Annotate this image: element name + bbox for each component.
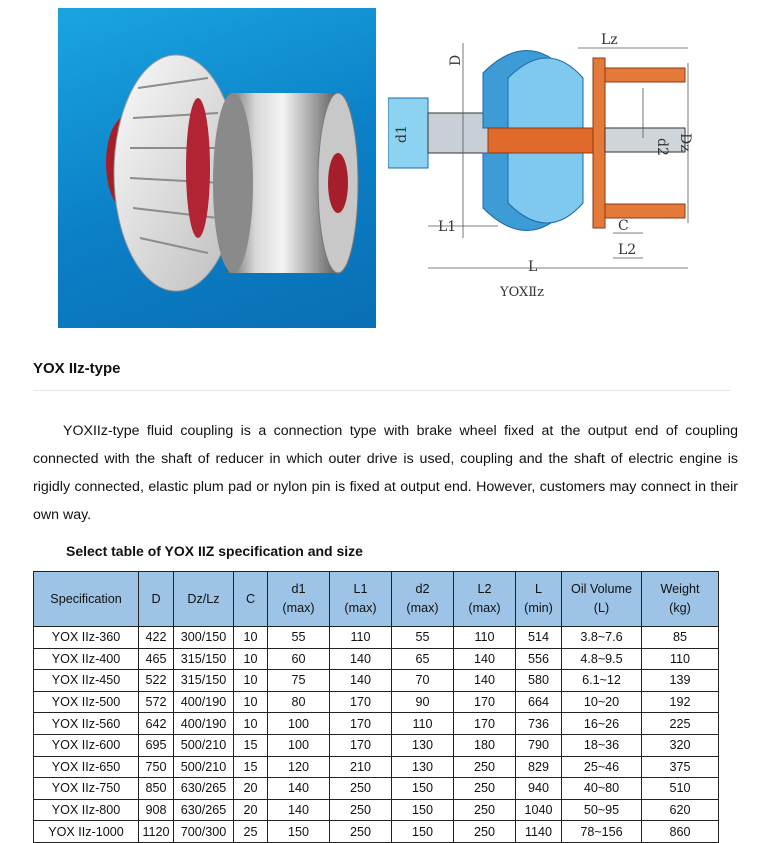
table-cell: 850 xyxy=(139,778,174,800)
column-header xyxy=(139,572,174,627)
table-cell: 572 xyxy=(139,691,174,713)
column-header-label: D xyxy=(151,591,161,606)
column-header-unit: (max) xyxy=(406,601,439,615)
column-header xyxy=(174,572,234,627)
table-cell: 140 xyxy=(268,778,330,800)
product-photo xyxy=(58,8,376,328)
label-l2: L2 xyxy=(618,242,637,258)
table-cell: 110 xyxy=(330,627,392,649)
column-header xyxy=(562,572,642,627)
table-row xyxy=(34,627,719,649)
table-cell: 514 xyxy=(516,627,562,649)
table-cell: 250 xyxy=(454,778,516,800)
table-cell: YOX IIz-360 xyxy=(34,627,139,649)
label-d1: d1 xyxy=(394,125,410,143)
table-cell: 170 xyxy=(330,691,392,713)
table-cell: 10~20 xyxy=(562,691,642,713)
column-header-unit: (min) xyxy=(524,601,553,615)
table-cell: 170 xyxy=(454,691,516,713)
table-cell: 736 xyxy=(516,713,562,735)
table-cell: 510 xyxy=(642,778,719,800)
table-cell: 150 xyxy=(392,778,454,800)
table-cell: 180 xyxy=(454,734,516,756)
table-cell: 250 xyxy=(454,821,516,843)
table-cell: 1040 xyxy=(516,799,562,821)
table-cell: 25~46 xyxy=(562,756,642,778)
table-cell: 75 xyxy=(268,670,330,692)
brake-wheel-hub xyxy=(593,58,605,228)
column-header-label: L xyxy=(534,582,542,596)
column-header-label: Oil Volume xyxy=(571,582,632,596)
column-header-label: Dz/Lz xyxy=(187,591,220,606)
column-header xyxy=(34,572,139,627)
table-cell: 620 xyxy=(642,799,719,821)
table-cell: 225 xyxy=(642,713,719,735)
column-header-unit: (max) xyxy=(344,601,377,615)
table-cell: 150 xyxy=(392,821,454,843)
turbine-lower xyxy=(508,153,583,223)
table-cell: 140 xyxy=(454,648,516,670)
table-cell: 315/150 xyxy=(174,670,234,692)
table-cell: 400/190 xyxy=(174,713,234,735)
column-header-unit: (L) xyxy=(593,601,610,615)
table-cell: 400/190 xyxy=(174,691,234,713)
table-cell: 120 xyxy=(268,756,330,778)
output-shaft xyxy=(605,128,685,152)
table-cell: 78~156 xyxy=(562,821,642,843)
table-row xyxy=(34,648,719,670)
column-header xyxy=(516,572,562,627)
column-header-unit: (max) xyxy=(468,601,501,615)
label-dz: Dz xyxy=(677,133,693,152)
table-cell: 40~80 xyxy=(562,778,642,800)
table-cell: YOX IIz-750 xyxy=(34,778,139,800)
table-cell: 110 xyxy=(454,627,516,649)
table-cell: 140 xyxy=(330,670,392,692)
table-cell: 140 xyxy=(454,670,516,692)
table-cell: YOX IIz-450 xyxy=(34,670,139,692)
section-heading: YOX IIz-type xyxy=(33,360,121,377)
table-cell: 170 xyxy=(454,713,516,735)
inner-shaft xyxy=(488,128,598,153)
table-row xyxy=(34,691,719,713)
table-cell: 315/150 xyxy=(174,648,234,670)
table-cell: 80 xyxy=(268,691,330,713)
table-cell: 60 xyxy=(268,648,330,670)
table-cell: 250 xyxy=(330,821,392,843)
table-cell: 465 xyxy=(139,648,174,670)
table-cell: 630/265 xyxy=(174,778,234,800)
table-cell: 55 xyxy=(268,627,330,649)
table-cell: 250 xyxy=(454,799,516,821)
table-cell: 10 xyxy=(234,648,268,670)
table-cell: 642 xyxy=(139,713,174,735)
table-cell: 18~36 xyxy=(562,734,642,756)
column-header-label: C xyxy=(245,591,256,606)
description-paragraph: YOXIIz-type fluid coupling is a connection type with brake wheel fixed at the output end of coupling connected with the shaft of reducer in which outer drive is used, coupling and the shaft of electric engine is rigidly connected, elastic plum pad or nylon pin is fixed at output end. However, customers may connect in their own way. xyxy=(33,423,738,523)
coupling-photo-illustration xyxy=(58,8,376,328)
column-header-unit: (kg) xyxy=(669,601,691,615)
column-header-label: Specification xyxy=(50,591,122,606)
label-lz: Lz xyxy=(601,32,618,48)
table-cell: 250 xyxy=(454,756,516,778)
table-cell: 50~95 xyxy=(562,799,642,821)
column-header xyxy=(268,572,330,627)
table-cell: 20 xyxy=(234,778,268,800)
column-header xyxy=(330,572,392,627)
table-cell: 422 xyxy=(139,627,174,649)
table-row xyxy=(34,713,719,735)
table-cell: 130 xyxy=(392,756,454,778)
cross-section-diagram xyxy=(388,18,718,308)
table-cell: YOX IIz-650 xyxy=(34,756,139,778)
turbine-upper xyxy=(508,58,583,128)
table-title: Select table of YOX IIZ specification and size xyxy=(66,543,363,559)
table-cell: 500/210 xyxy=(174,756,234,778)
figure-caption: YOXⅡz xyxy=(500,285,544,300)
table-cell: 10 xyxy=(234,670,268,692)
table-row xyxy=(34,778,719,800)
table-cell: 110 xyxy=(642,648,719,670)
table-cell: 170 xyxy=(330,734,392,756)
table-cell: 522 xyxy=(139,670,174,692)
table-cell: 10 xyxy=(234,691,268,713)
table-row xyxy=(34,734,719,756)
label-c: C xyxy=(618,218,629,234)
table-cell: 100 xyxy=(268,734,330,756)
table-cell: 110 xyxy=(392,713,454,735)
table-cell: 695 xyxy=(139,734,174,756)
column-header-label: L2 xyxy=(477,582,492,596)
table-cell: 580 xyxy=(516,670,562,692)
table-row xyxy=(34,799,719,821)
table-body xyxy=(34,627,719,843)
table-cell: 10 xyxy=(234,713,268,735)
column-header-label: d1 xyxy=(291,582,306,596)
table-cell: 500/210 xyxy=(174,734,234,756)
table-cell: YOX IIz-400 xyxy=(34,648,139,670)
column-header-label: Weight xyxy=(660,582,700,596)
table-cell: 15 xyxy=(234,734,268,756)
table-cell: 829 xyxy=(516,756,562,778)
table-cell: 150 xyxy=(392,799,454,821)
table-cell: 375 xyxy=(642,756,719,778)
table-cell: 140 xyxy=(330,648,392,670)
table-row xyxy=(34,670,719,692)
column-header-unit: (max) xyxy=(282,601,315,615)
table-cell: 790 xyxy=(516,734,562,756)
table-cell: 1120 xyxy=(139,821,174,843)
table-cell: 210 xyxy=(330,756,392,778)
table-cell: 100 xyxy=(268,713,330,735)
table-cell: YOX IIz-560 xyxy=(34,713,139,735)
table-cell: YOX IIz-600 xyxy=(34,734,139,756)
table-cell: 6.1~12 xyxy=(562,670,642,692)
table-cell: 630/265 xyxy=(174,799,234,821)
column-header xyxy=(392,572,454,627)
table-cell: 250 xyxy=(330,799,392,821)
table-cell: 16~26 xyxy=(562,713,642,735)
table-cell: 300/150 xyxy=(174,627,234,649)
table-cell: 150 xyxy=(268,821,330,843)
column-header-label: L1 xyxy=(353,582,368,596)
table-header-row xyxy=(34,572,719,627)
table-cell: 750 xyxy=(139,756,174,778)
table-cell: 130 xyxy=(392,734,454,756)
column-header xyxy=(454,572,516,627)
column-header xyxy=(642,572,719,627)
table-cell: 908 xyxy=(139,799,174,821)
table-row xyxy=(34,821,719,843)
table-cell: 192 xyxy=(642,691,719,713)
table-row xyxy=(34,756,719,778)
label-l1: L1 xyxy=(438,219,457,235)
table-cell: 55 xyxy=(392,627,454,649)
brake-wheel-rim-top xyxy=(605,68,685,82)
table-cell: 85 xyxy=(642,627,719,649)
label-d2: d2 xyxy=(654,138,670,156)
divider xyxy=(33,390,730,391)
table-cell: 139 xyxy=(642,670,719,692)
table-cell: 20 xyxy=(234,799,268,821)
table-cell: 940 xyxy=(516,778,562,800)
specification-table xyxy=(33,571,719,843)
table-cell: 3.8~7.6 xyxy=(562,627,642,649)
table-cell: YOX IIz-1000 xyxy=(34,821,139,843)
table-cell: YOX IIz-800 xyxy=(34,799,139,821)
table-cell: 170 xyxy=(330,713,392,735)
label-d: D xyxy=(448,54,464,66)
table-cell: 700/300 xyxy=(174,821,234,843)
table-cell: 140 xyxy=(268,799,330,821)
label-l: L xyxy=(528,259,538,275)
brake-wheel-rim-bottom xyxy=(605,204,685,218)
table-cell: 10 xyxy=(234,627,268,649)
table-cell: 1140 xyxy=(516,821,562,843)
table-cell: 25 xyxy=(234,821,268,843)
table-cell: 250 xyxy=(330,778,392,800)
table-cell: 860 xyxy=(642,821,719,843)
table-cell: 664 xyxy=(516,691,562,713)
column-header-label: d2 xyxy=(415,582,430,596)
table-cell: 320 xyxy=(642,734,719,756)
table-cell: 65 xyxy=(392,648,454,670)
column-header xyxy=(234,572,268,627)
table-cell: 556 xyxy=(516,648,562,670)
table-cell: 90 xyxy=(392,691,454,713)
table-cell: YOX IIz-500 xyxy=(34,691,139,713)
table-cell: 4.8~9.5 xyxy=(562,648,642,670)
table-cell: 70 xyxy=(392,670,454,692)
table-cell: 15 xyxy=(234,756,268,778)
